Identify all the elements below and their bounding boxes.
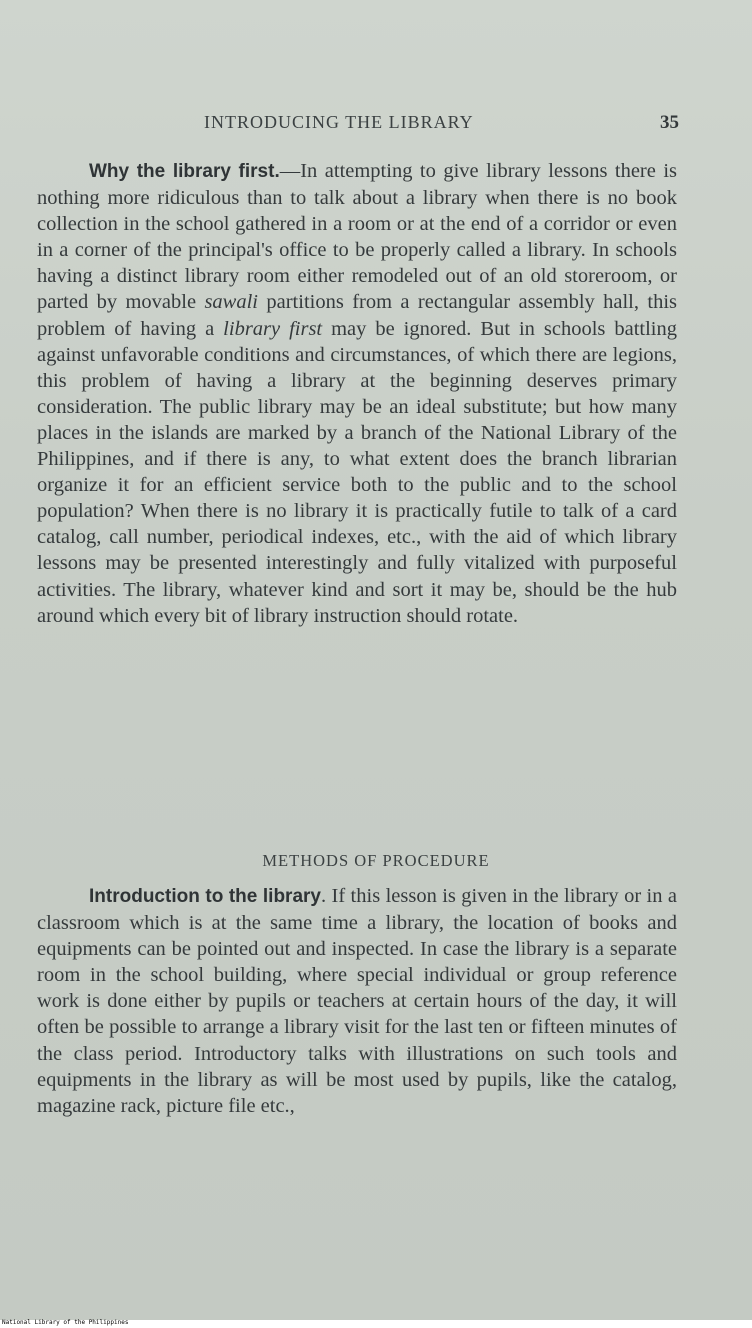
scan-credit: National Library of the Philippines [2,1319,129,1326]
running-head: INTRODUCING THE LIBRARY [204,112,474,132]
paragraph-text: —In attempting to give library lessons there is nothing more ridiculous than to talk about a library when there is no book collection in the school gathered in a room or at the end of a corridor or even in a corner of the principal's office to be properly called a library. In schools having a distinct library room either remodeled out of an old storeroom, or parted by movable [37,160,678,314]
paragraph-runin-heading: Introduction to the library [89,886,321,907]
paragraph-text: . If this lesson is given in the library or in a classroom which is at the same time a library, the location of books and equipments can be pointed out and inspected. In case the library is a separate room in the school building, where special individual or group reference work is done either by pupils or teachers at certain hours of the day, it will often be possible to arrange a library visit for the last ten or fifteen minutes of the class period. Introductory talks with illustrations on such tools and equipments in the library as will be most used by pupils, like the catalog, magazine rack, picture file etc., [37,885,677,1117]
paragraph-emphasis: library first [223,317,323,340]
paragraph-emphasis: sawali [204,291,258,314]
paragraph-why-library-first [37,158,677,629]
page-header [0,112,752,142]
scan-footer [0,1320,752,1328]
paragraph-runin-heading: Why the library first. [89,161,280,182]
paragraph-text: partitions from a rectangular assembly hall, this problem of having a [37,291,677,340]
page-number: 35 [660,112,679,133]
paragraph-introduction-to-library [37,883,677,1119]
paragraph-text: may be ignored. But in schools battling against unfavorable conditions and circumstances, of which there are legions, this problem of having a library at the beginning deserves primary consideration. The public library may be an ideal substitute; but how many places in the islands are marked by a branch of the National Library of the Philippines, and if there is any, to what extent does the branch librarian organize it for an efficient service both to the public and to the school population? When there is no library it is practically futile to talk of a card catalog, call number, periodical indexes, etc., with the aid of which library lessons may be presented interestingly and fully vitalized with purposeful activities. The library, whatever kind and sort it may be, should be the hub around which every bit of library instruction should rotate. [37,317,677,627]
section-heading: METHODS OF PROCEDURE [262,851,490,870]
